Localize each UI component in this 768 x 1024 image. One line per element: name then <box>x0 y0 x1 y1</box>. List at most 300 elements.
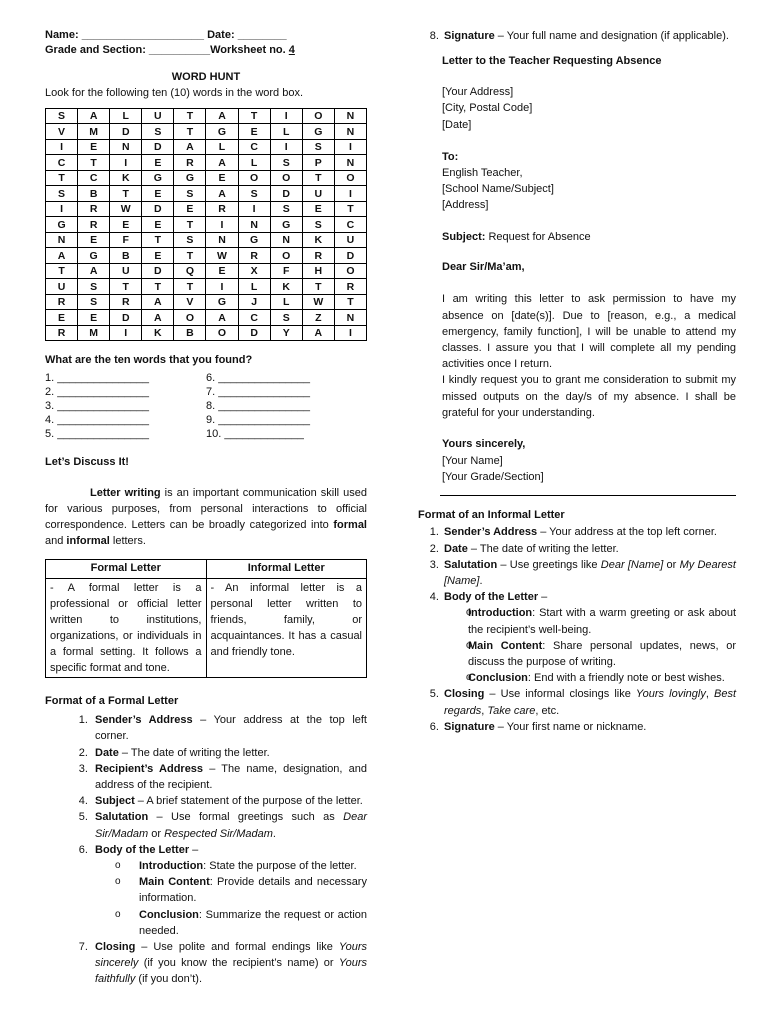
formal-item-signature <box>442 28 736 44</box>
answers-question: What are the ten words that you found? <box>45 354 253 367</box>
grid-cell[interactable]: I <box>270 139 302 155</box>
sub-text: : Provide details and necessary information. <box>139 876 367 905</box>
grid-cell[interactable]: L <box>238 155 270 171</box>
grid-cell[interactable]: E <box>78 232 110 248</box>
subject-line <box>442 230 736 246</box>
grid-cell[interactable]: E <box>142 217 174 233</box>
grid-cell[interactable]: R <box>238 248 270 264</box>
item-text: – <box>189 843 199 856</box>
grade-blank[interactable]: __________ <box>148 44 211 56</box>
grid-cell[interactable]: A <box>46 248 78 264</box>
grid-cell[interactable]: B <box>174 325 206 341</box>
answer-blank[interactable]: 7. _______________ <box>206 386 310 399</box>
sub-text: : End with a friendly note or best wishes. <box>527 672 725 685</box>
item-text: – Use informal closings like <box>484 688 636 701</box>
grid-cell[interactable]: O <box>334 170 366 186</box>
grid-cell[interactable]: U <box>334 232 366 248</box>
grade-line <box>45 43 367 58</box>
grid-cell[interactable]: E <box>78 139 110 155</box>
grid-cell[interactable]: C <box>238 139 270 155</box>
grid-cell[interactable]: G <box>206 124 238 140</box>
grid-cell[interactable]: W <box>110 201 142 217</box>
left-column <box>45 28 367 988</box>
recipient-block <box>442 149 736 214</box>
grid-cell[interactable]: I <box>334 186 366 202</box>
answer-blank[interactable]: 2. _______________ <box>45 386 149 399</box>
recipient-line: [School Name/Subject] <box>442 183 554 196</box>
grid-cell[interactable]: V <box>174 294 206 310</box>
grid-cell[interactable]: A <box>78 108 110 124</box>
worksheet-label: Worksheet no. <box>210 44 286 56</box>
informal-item-salutation <box>442 557 736 589</box>
grid-cell[interactable]: O <box>206 325 238 341</box>
item-text: (if you don’t). <box>135 973 202 986</box>
item-text: (if you know the recipient’s name) or <box>138 957 339 970</box>
grid-row <box>46 201 367 217</box>
item-example: My Dearest [Name] <box>444 558 736 587</box>
grid-cell[interactable]: O <box>302 108 334 124</box>
grid-cell[interactable]: C <box>238 310 270 326</box>
grid-row <box>46 232 367 248</box>
item-term: Subject <box>95 795 135 808</box>
grid-cell[interactable]: E <box>142 186 174 202</box>
grid-cell[interactable]: C <box>334 217 366 233</box>
sub-text: : Start with a warm greeting or ask about the recipient’s well-being. <box>468 607 736 636</box>
grid-cell[interactable]: N <box>334 108 366 124</box>
grid-row <box>46 310 367 326</box>
grid-cell[interactable]: E <box>238 124 270 140</box>
formal-body-sublist <box>95 858 367 939</box>
grid-cell[interactable]: N <box>334 310 366 326</box>
grid-cell[interactable]: A <box>142 294 174 310</box>
grid-row <box>46 217 367 233</box>
informal-body-sublist <box>444 605 736 686</box>
grid-cell[interactable]: T <box>334 294 366 310</box>
formal-item-closing <box>91 939 367 988</box>
discuss-bold-3: informal <box>66 535 110 548</box>
grid-cell[interactable]: O <box>270 248 302 264</box>
informal-sub-introduction <box>466 605 736 637</box>
grid-cell[interactable]: M <box>78 124 110 140</box>
grid-cell[interactable]: Z <box>302 310 334 326</box>
word-hunt-instruction: Look for the following ten (10) words in the word box. <box>45 86 304 99</box>
item-term: Sender’s Address <box>95 714 193 727</box>
grid-cell[interactable]: A <box>206 186 238 202</box>
grid-cell[interactable]: I <box>334 325 366 341</box>
letter-salutation: Dear Sir/Ma’am, <box>442 260 525 273</box>
item-term: Date <box>95 746 119 759</box>
sub-text: : Summarize the request or action needed. <box>139 908 367 937</box>
grid-cell[interactable]: T <box>46 263 78 279</box>
sub-term: Introduction <box>468 607 533 620</box>
grid-cell[interactable]: H <box>302 263 334 279</box>
grid-cell[interactable]: S <box>270 155 302 171</box>
grid-cell[interactable]: R <box>334 279 366 295</box>
grid-cell[interactable]: U <box>110 263 142 279</box>
grid-cell[interactable]: R <box>78 217 110 233</box>
grid-cell[interactable]: I <box>206 217 238 233</box>
discuss-heading: Let’s Discuss It! <box>45 456 129 469</box>
grid-cell[interactable]: S <box>46 108 78 124</box>
discuss-bold-1: Letter writing <box>90 487 161 500</box>
grid-row <box>46 248 367 264</box>
grid-cell[interactable]: L <box>238 279 270 295</box>
grid-cell[interactable]: W <box>206 248 238 264</box>
item-text: or <box>663 558 680 571</box>
grid-cell[interactable]: R <box>206 201 238 217</box>
item-example: Yours faithfully <box>95 957 367 986</box>
item-term: Signature <box>444 30 495 42</box>
item-text: – The date of writing the letter. <box>118 746 270 759</box>
grid-cell[interactable]: C <box>46 155 78 171</box>
answer-blank[interactable]: 10. _____________ <box>206 428 304 441</box>
comparison-table <box>45 559 367 678</box>
item-term: Salutation <box>95 811 149 824</box>
grid-cell[interactable]: O <box>270 170 302 186</box>
item-example: Dear [Name] <box>600 558 664 571</box>
item-text: – Use greetings like <box>497 558 601 571</box>
item-text: . <box>272 827 276 840</box>
grid-cell[interactable]: N <box>334 155 366 171</box>
grid-cell[interactable]: D <box>334 248 366 264</box>
grid-row <box>46 124 367 140</box>
grid-cell[interactable]: A <box>302 325 334 341</box>
grid-cell[interactable]: I <box>270 108 302 124</box>
grade-label: Grade and Section: <box>45 44 146 56</box>
grid-cell[interactable]: I <box>110 325 142 341</box>
grid-cell[interactable]: G <box>78 248 110 264</box>
grid-cell[interactable]: G <box>206 294 238 310</box>
sample-letter-title: Letter to the Teacher Requesting Absence <box>442 55 662 68</box>
grid-cell[interactable]: T <box>238 108 270 124</box>
worksheet-number: 4 <box>288 44 295 56</box>
informal-item-body <box>442 589 736 686</box>
discuss-bold-2: formal <box>333 519 367 532</box>
grid-cell[interactable]: I <box>46 139 78 155</box>
letter-body-2: I kindly request you to grant me consideration to submit my missed outputs on the day/s of my absence. I shall be grateful for your understanding. <box>442 374 736 419</box>
formal-item-recipient <box>91 761 367 793</box>
grid-cell[interactable]: B <box>78 186 110 202</box>
name-date-line <box>45 28 367 43</box>
grid-cell[interactable]: E <box>142 248 174 264</box>
right-column <box>418 28 736 735</box>
item-text: , <box>705 688 714 701</box>
grid-cell[interactable]: N <box>206 232 238 248</box>
grid-cell[interactable]: T <box>174 217 206 233</box>
grid-cell[interactable]: G <box>142 170 174 186</box>
grid-cell[interactable]: F <box>110 232 142 248</box>
sub-term: Main Content <box>468 639 543 652</box>
date-label: Date: <box>207 29 235 41</box>
grid-cell[interactable]: G <box>270 217 302 233</box>
answer-blank[interactable]: 8. _______________ <box>206 400 310 413</box>
discuss-text-1: is an important communication skill used for various purposes, from personal interactions to official correspondence. Letters can be broadly categorized into <box>45 487 367 532</box>
item-text: or <box>148 827 165 840</box>
formal-sub-main-content <box>115 874 367 906</box>
sub-term: Introduction <box>139 859 204 872</box>
grid-cell[interactable]: N <box>110 139 142 155</box>
section-divider <box>440 495 736 496</box>
grid-cell[interactable]: L <box>206 139 238 155</box>
letter-signature <box>442 453 736 485</box>
grid-cell[interactable]: I <box>206 279 238 295</box>
grid-cell[interactable]: E <box>46 310 78 326</box>
grid-cell[interactable]: S <box>142 124 174 140</box>
formal-sub-introduction <box>115 858 367 874</box>
grid-cell[interactable]: E <box>206 263 238 279</box>
grid-cell[interactable]: E <box>78 310 110 326</box>
grid-cell[interactable]: L <box>270 124 302 140</box>
formal-item-sender <box>91 712 367 744</box>
grid-cell[interactable]: O <box>334 263 366 279</box>
formal-header: Formal Letter <box>46 560 207 579</box>
answers-right <box>206 371 367 441</box>
item-term: Salutation <box>444 558 498 571</box>
address-line: [City, Postal Code] <box>442 102 533 115</box>
grid-cell[interactable]: T <box>302 279 334 295</box>
sub-term: Main Content <box>139 876 210 889</box>
grid-cell[interactable]: L <box>270 294 302 310</box>
grid-cell[interactable]: B <box>110 248 142 264</box>
discuss-text-3: letters. <box>109 535 146 548</box>
grid-cell[interactable]: W <box>302 294 334 310</box>
answer-blank[interactable]: 5. _______________ <box>45 428 149 441</box>
answer-blank[interactable]: 1. _______________ <box>45 372 149 385</box>
informal-description: - An informal letter is a personal letter written to friends, family, or acquaintances. It has a casual and friendly tone. <box>206 579 367 678</box>
grid-cell[interactable]: U <box>302 186 334 202</box>
item-text: – Use formal greetings such as <box>148 811 344 824</box>
grid-cell[interactable]: S <box>270 201 302 217</box>
grid-cell[interactable]: T <box>174 124 206 140</box>
grid-row <box>46 139 367 155</box>
word-grid <box>45 108 367 342</box>
to-label: To: <box>442 150 459 163</box>
grid-cell[interactable]: N <box>334 124 366 140</box>
grid-cell[interactable]: D <box>142 201 174 217</box>
grid-cell[interactable]: J <box>238 294 270 310</box>
grid-cell[interactable]: G <box>174 170 206 186</box>
grid-cell[interactable]: E <box>174 201 206 217</box>
grid-cell[interactable]: D <box>142 139 174 155</box>
grid-cell[interactable]: M <box>78 325 110 341</box>
answer-blank[interactable]: 4. _______________ <box>45 414 149 427</box>
subject-label: Subject: <box>442 230 486 243</box>
grid-cell[interactable]: A <box>78 263 110 279</box>
grid-cell[interactable]: R <box>46 325 78 341</box>
answer-blank[interactable]: 6. _______________ <box>206 372 310 385</box>
grid-cell[interactable]: I <box>334 139 366 155</box>
grid-cell[interactable]: X <box>238 263 270 279</box>
grid-cell[interactable]: R <box>110 294 142 310</box>
grid-cell[interactable]: A <box>174 139 206 155</box>
grid-cell[interactable]: I <box>46 201 78 217</box>
grid-cell[interactable]: Y <box>270 325 302 341</box>
grid-cell[interactable]: A <box>206 310 238 326</box>
grid-cell[interactable]: G <box>238 232 270 248</box>
grid-cell[interactable]: K <box>110 170 142 186</box>
formal-item-subject <box>91 793 367 809</box>
grid-cell[interactable]: T <box>110 186 142 202</box>
address-line: [Date] <box>442 118 472 131</box>
discuss-text-2: and <box>45 535 67 548</box>
formal-sub-conclusion <box>115 907 367 939</box>
item-example: Respected Sir/Madam <box>164 827 273 840</box>
grid-cell[interactable]: S <box>78 294 110 310</box>
grid-cell[interactable]: U <box>142 108 174 124</box>
item-term: Recipient’s Address <box>95 762 204 775</box>
word-hunt-title: WORD HUNT <box>171 71 241 83</box>
grid-cell[interactable]: V <box>46 124 78 140</box>
signature-line: [Your Name] <box>442 455 503 467</box>
informal-header: Informal Letter <box>206 560 367 579</box>
grid-cell[interactable]: E <box>142 155 174 171</box>
grid-cell[interactable]: K <box>142 325 174 341</box>
grid-cell[interactable]: S <box>302 139 334 155</box>
answer-blank[interactable]: 9. _______________ <box>206 414 310 427</box>
grid-cell[interactable]: T <box>302 170 334 186</box>
grid-cell[interactable]: I <box>238 201 270 217</box>
date-blank[interactable]: ________ <box>237 29 287 41</box>
sample-letter <box>418 54 736 485</box>
name-blank[interactable]: ____________________ <box>81 29 205 41</box>
item-term: Closing <box>95 940 136 953</box>
item-text: – <box>538 591 548 604</box>
letter-body-1: I am writing this letter to ask permission to have my absence on [date(s)]. Due to [reason, e.g., a medical emergency, family function], I will be unable to attend my classes. I assure you that I will complete all my pending activities once I return. <box>442 293 736 371</box>
grid-row <box>46 186 367 202</box>
grid-cell[interactable]: Q <box>174 263 206 279</box>
item-text: – The date of writing the letter. <box>467 542 619 555</box>
item-example: Yours sincerely <box>95 940 367 970</box>
item-term: Body of the Letter <box>95 843 190 856</box>
grid-row <box>46 325 367 341</box>
grid-row <box>46 155 367 171</box>
grid-cell[interactable]: A <box>206 155 238 171</box>
signature-line: [Your Grade/Section] <box>442 471 544 484</box>
item-text: – Your first name or nickname. <box>494 720 647 733</box>
grid-cell[interactable]: F <box>270 263 302 279</box>
item-term: Date <box>444 542 468 555</box>
item-term: Closing <box>444 688 485 701</box>
item-example: Best regards <box>444 688 736 717</box>
grid-cell[interactable]: S <box>302 217 334 233</box>
letter-closing: Yours sincerely, <box>442 438 526 451</box>
grid-cell[interactable]: A <box>206 108 238 124</box>
grid-cell[interactable]: T <box>334 201 366 217</box>
sender-address-block <box>442 84 736 133</box>
informal-format-list <box>418 524 736 735</box>
grid-row <box>46 108 367 124</box>
grid-cell[interactable]: L <box>110 108 142 124</box>
informal-item-sender <box>442 524 736 540</box>
grid-cell[interactable]: R <box>78 201 110 217</box>
grid-cell[interactable]: G <box>302 124 334 140</box>
informal-sub-conclusion <box>466 670 736 686</box>
grid-cell[interactable]: E <box>110 217 142 233</box>
grid-cell[interactable]: T <box>174 108 206 124</box>
answer-blank[interactable]: 3. _______________ <box>45 400 149 413</box>
item-text: , <box>481 704 488 717</box>
grid-cell[interactable]: S <box>238 186 270 202</box>
grid-cell[interactable]: D <box>238 325 270 341</box>
grid-row <box>46 170 367 186</box>
name-label: Name: <box>45 29 79 41</box>
item-text: – Use polite and formal endings like <box>135 940 339 953</box>
recipient-line: English Teacher, <box>442 166 523 179</box>
grid-cell[interactable]: S <box>46 186 78 202</box>
grid-cell[interactable]: O <box>174 310 206 326</box>
formal-item-date <box>91 745 367 761</box>
grid-cell[interactable]: T <box>142 232 174 248</box>
grid-cell[interactable]: S <box>174 232 206 248</box>
answer-lines <box>45 371 367 441</box>
informal-format-heading: Format of an Informal Letter <box>418 509 565 522</box>
grid-row <box>46 263 367 279</box>
grid-cell[interactable]: T <box>110 279 142 295</box>
grid-cell[interactable]: P <box>302 155 334 171</box>
item-term: Sender’s Address <box>444 526 538 539</box>
grid-cell[interactable]: D <box>110 124 142 140</box>
grid-cell[interactable]: E <box>302 201 334 217</box>
grid-cell[interactable]: R <box>174 155 206 171</box>
address-line: [Your Address] <box>442 86 514 99</box>
recipient-line: [Address] <box>442 199 489 212</box>
grid-cell[interactable]: N <box>270 232 302 248</box>
grid-cell[interactable]: R <box>46 294 78 310</box>
informal-item-signature <box>442 719 736 735</box>
grid-cell[interactable]: N <box>46 232 78 248</box>
item-text: , etc. <box>535 704 560 717</box>
grid-cell[interactable]: D <box>142 263 174 279</box>
informal-item-closing <box>442 686 736 718</box>
item-text: – Your address at the top left corner. <box>537 526 717 539</box>
grid-cell[interactable]: K <box>302 232 334 248</box>
grid-cell[interactable]: T <box>174 279 206 295</box>
formal-format-list-continued <box>418 28 736 44</box>
grid-cell[interactable]: E <box>206 170 238 186</box>
grid-cell[interactable]: S <box>78 279 110 295</box>
grid-cell[interactable]: A <box>142 310 174 326</box>
grid-cell[interactable]: T <box>46 170 78 186</box>
sub-term: Conclusion <box>468 672 528 685</box>
grid-cell[interactable]: C <box>78 170 110 186</box>
item-text: . <box>479 574 483 587</box>
grid-cell[interactable]: K <box>270 279 302 295</box>
grid-cell[interactable]: I <box>110 155 142 171</box>
answers-left <box>45 371 206 441</box>
grid-cell[interactable]: G <box>46 217 78 233</box>
formal-description: - A formal letter is a professional or official letter written to institutions, organizations, or individuals in a formal setting. It follows a specific format and tone. <box>46 579 207 678</box>
grid-cell[interactable]: O <box>238 170 270 186</box>
grid-cell[interactable]: D <box>270 186 302 202</box>
grid-cell[interactable]: N <box>238 217 270 233</box>
item-text: – Your full name and designation (if applicable). <box>494 30 729 42</box>
grid-cell[interactable]: T <box>78 155 110 171</box>
grid-cell[interactable]: U <box>46 279 78 295</box>
formal-item-body <box>91 842 367 939</box>
grid-cell[interactable]: S <box>174 186 206 202</box>
item-text: – The name, designation, and address of the recipient. <box>95 762 367 791</box>
grid-cell[interactable]: D <box>110 310 142 326</box>
item-example: Take care <box>487 704 536 717</box>
grid-cell[interactable]: S <box>270 310 302 326</box>
subject-text: Request for Absence <box>485 230 591 243</box>
grid-cell[interactable]: T <box>174 248 206 264</box>
grid-cell[interactable]: T <box>142 279 174 295</box>
grid-row <box>46 294 367 310</box>
item-example: Dear Sir/Madam <box>95 811 367 840</box>
informal-sub-main-content <box>466 638 736 670</box>
grid-cell[interactable]: R <box>302 248 334 264</box>
